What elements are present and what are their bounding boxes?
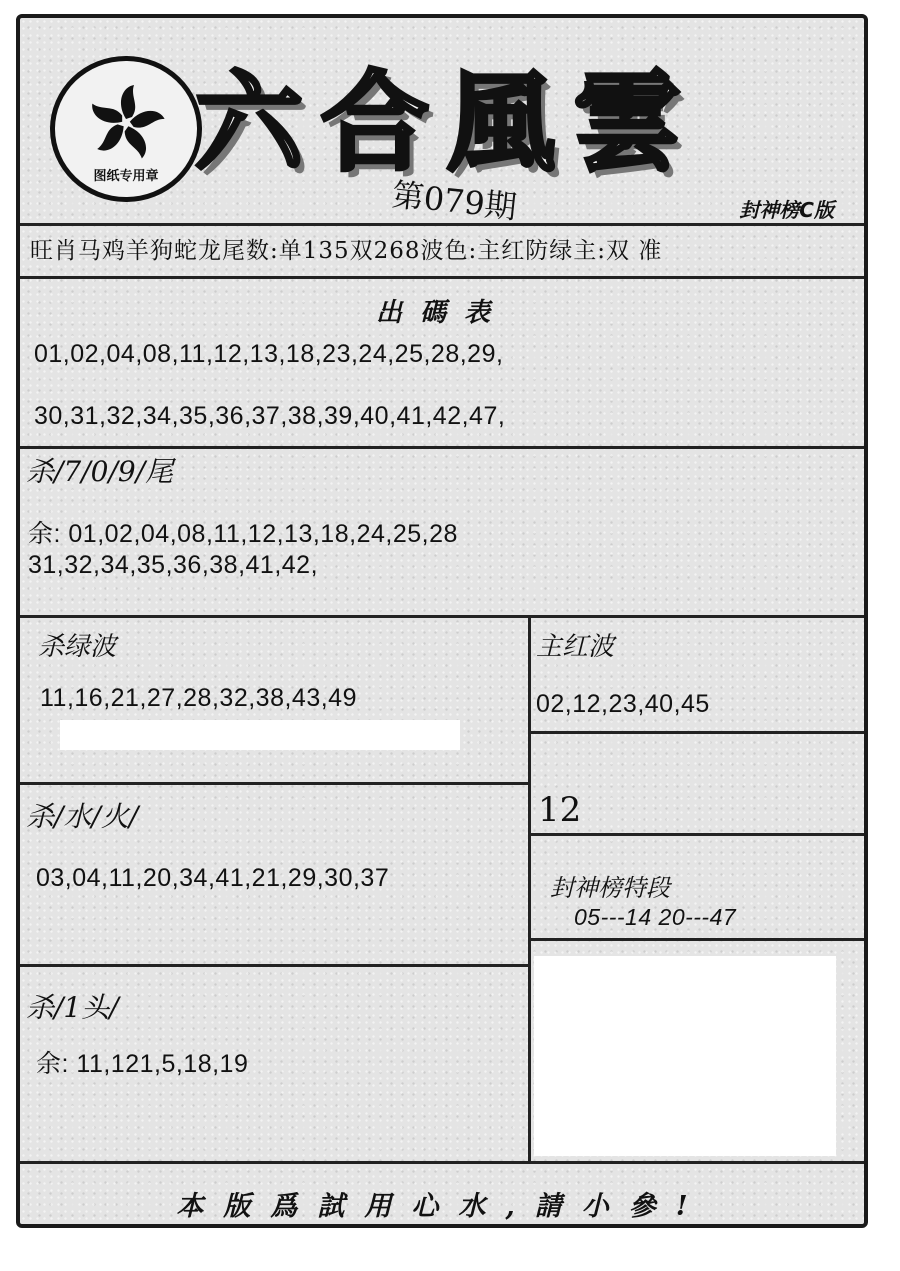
seal-label: 图纸专用章 (93, 169, 159, 184)
kill-head-heading: 杀/1头/ (26, 991, 119, 1024)
main-red-heading: 主红波 (536, 632, 615, 662)
chart-table-line-1: 01,02,04,08,11,12,13,18,23,24,25,28,29, (34, 340, 504, 368)
column-divider (528, 618, 531, 1164)
footer-note: 本版爲試用心水,請小參! (176, 1191, 708, 1222)
kill-green-numbers: 11,16,21,27,28,32,38,43,49 (40, 684, 357, 712)
special-segment-ranges: 05---14 20---47 (574, 904, 737, 930)
kill-tail-heading: 杀/7/0/9/尾 (26, 455, 174, 488)
edition-label: 封神榜C版 (739, 198, 834, 222)
chart-table-line-2: 30,31,32,34,35,36,37,38,39,40,41,42,47, (34, 402, 506, 430)
summary-line: 旺肖马鸡羊狗蛇龙尾数:单135双268波色:主红防绿主:双 准 (30, 238, 663, 264)
blank-strip (60, 720, 460, 750)
kill-water-fire-heading: 杀/水/火/ (26, 800, 139, 833)
seal-stamp (50, 56, 202, 202)
kill-water-fire-numbers: 03,04,11,20,34,41,21,29,30,37 (36, 864, 390, 892)
chart-table-title: 出碼表 (375, 298, 508, 328)
kill-tail-line-2: 31,32,34,35,36,38,41,42, (28, 551, 319, 579)
right-divider-3 (528, 938, 864, 941)
single-number: 12 (538, 790, 582, 830)
blank-panel (534, 956, 836, 1156)
left-divider-2 (20, 964, 528, 967)
footer-divider (20, 1161, 864, 1164)
kill-green-heading: 杀绿波 (38, 632, 117, 662)
right-divider-2 (528, 833, 864, 836)
right-divider-1 (528, 731, 864, 734)
page-title: 六合風雲 (195, 60, 700, 186)
main-red-numbers: 02,12,23,40,45 (536, 690, 710, 718)
issue-number: 第079期 (390, 175, 519, 227)
left-divider-1 (20, 782, 528, 785)
kill-tail-line-1: 余: 01,02,04,08,11,12,13,18,24,25,28 (28, 520, 458, 548)
lottery-sheet (16, 14, 868, 1228)
header-section (20, 18, 864, 226)
kill-head-numbers: 余: 11,121,5,18,19 (36, 1050, 249, 1078)
special-segment-heading: 封神榜特段 (550, 874, 670, 902)
